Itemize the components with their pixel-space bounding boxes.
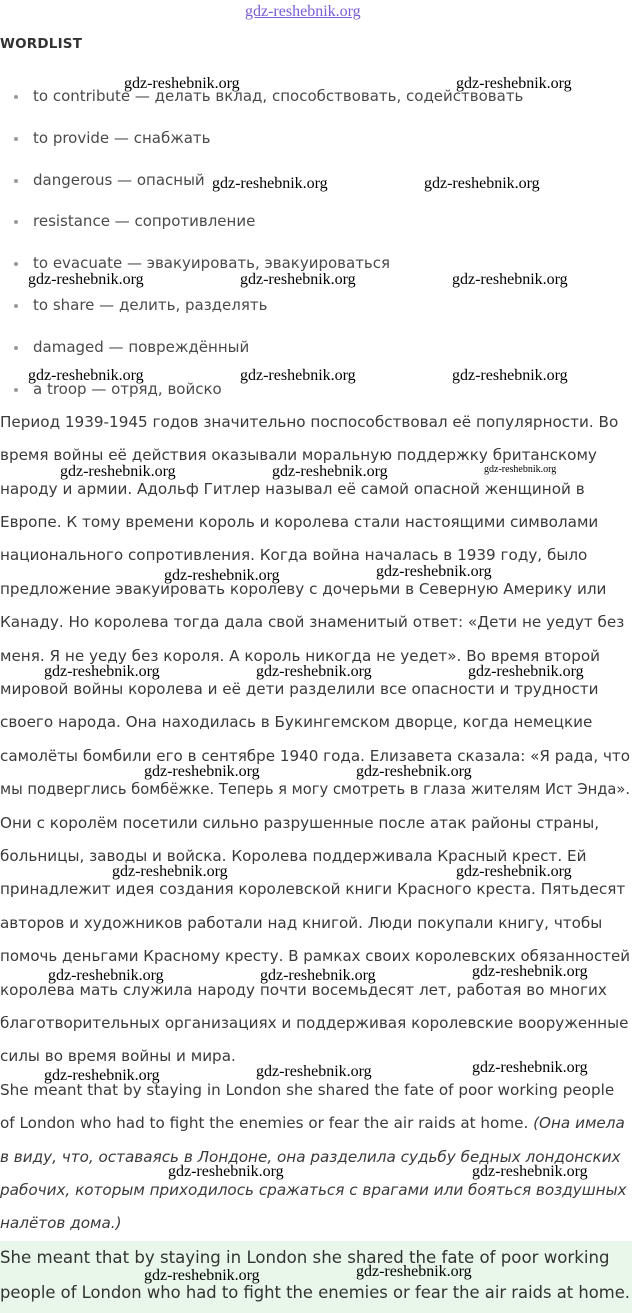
watermark: gdz-reshebnik.org xyxy=(472,1163,588,1180)
watermark: gdz-reshebnik.org xyxy=(168,1163,284,1180)
watermark: gdz-reshebnik.org xyxy=(376,563,492,580)
watermark: gdz-reshebnik.org xyxy=(48,967,164,984)
answer-translation-line: в виду, что, оставаясь в Лондоне, она разделила судьбу бедных лондонских xyxy=(0,1148,621,1166)
paragraph-line: помочь деньгами Красному кресту. В рамках своих королевских обязанностей xyxy=(0,947,630,965)
watermark: gdz-reshebnik.org xyxy=(256,663,372,680)
answer-line: She meant that by staying in London she shared the fate of poor working people xyxy=(0,1081,615,1099)
watermark: gdz-reshebnik.org xyxy=(452,271,568,288)
bullet-icon xyxy=(14,95,18,99)
watermark: gdz-reshebnik.org xyxy=(452,367,568,384)
paragraph-line: предложение эвакуировать королеву с дочерьми в Северную Америку или xyxy=(0,580,607,598)
answer-line xyxy=(0,1114,625,1132)
watermark: gdz-reshebnik.org xyxy=(468,663,584,680)
paragraph-line: мировой войны королева и её дети разделили все опасности и трудности xyxy=(0,680,599,698)
answer-translation-line: налётов дома.) xyxy=(0,1214,122,1232)
bullet-icon xyxy=(14,304,18,308)
bullet-icon xyxy=(14,179,18,183)
watermark: gdz-reshebnik.org xyxy=(28,367,144,384)
watermark: gdz-reshebnik.org xyxy=(272,463,388,480)
watermark: gdz-reshebnik.org xyxy=(144,763,260,780)
watermark: gdz-reshebnik.org xyxy=(456,75,572,92)
paragraph-line: своего народа. Она находилась в Букингемском дворце, когда немецкие xyxy=(0,713,593,731)
watermark: gdz-reshebnik.org xyxy=(484,464,557,475)
bullet-icon xyxy=(14,262,18,266)
highlighted-answer-line: people of London who had to fight the enemies or fear the air raids at home. xyxy=(0,1283,630,1302)
paragraph-line: Канаду. Но королева тогда дала свой знаменитый ответ: «Дети не уедут без xyxy=(0,613,625,631)
watermark: gdz-reshebnik.org xyxy=(240,271,356,288)
watermark: gdz-reshebnik.org xyxy=(60,463,176,480)
site-watermark-link[interactable]: gdz-reshebnik.org xyxy=(245,3,361,20)
watermark: gdz-reshebnik.org xyxy=(28,271,144,288)
watermark: gdz-reshebnik.org xyxy=(356,763,472,780)
watermark: gdz-reshebnik.org xyxy=(472,1059,588,1076)
watermark: gdz-reshebnik.org xyxy=(472,963,588,980)
paragraph-line: народу и армии. Адольф Гитлер называл её самой опасной женщиной в xyxy=(0,480,585,498)
bullet-icon xyxy=(14,137,18,141)
bullet-icon xyxy=(14,346,18,350)
paragraph-line: самолёты бомбили его в сентябре 1940 года. Елизавета сказала: «Я рада, что xyxy=(0,747,630,765)
watermark: gdz-reshebnik.org xyxy=(44,1067,160,1084)
paragraph-line: мы подверглись бомбёжке. Теперь я могу смотреть в глаза жителям Ист Энда». xyxy=(0,780,631,798)
watermark: gdz-reshebnik.org xyxy=(260,967,376,984)
paragraph-line: королева мать служила народу почти восемьдесят лет, работая во многих xyxy=(0,981,607,999)
watermark: gdz-reshebnik.org xyxy=(144,1267,260,1284)
watermark: gdz-reshebnik.org xyxy=(456,863,572,880)
paragraph-line: Они с королём посетили сильно разрушенные после атак районы страны, xyxy=(0,814,600,832)
paragraph-line: Период 1939-1945 годов значительно поспособствовал её популярности. Во xyxy=(0,413,619,431)
wordlist-heading: WORDLIST xyxy=(0,36,83,52)
paragraph-line: благотворительных организациях и поддерживая королевские вооруженные xyxy=(0,1014,629,1032)
paragraph-line: меня. Я не уеду без короля. А король никогда не уедет». Во время второй xyxy=(0,647,601,665)
paragraph-line: национального сопротивления. Когда война началась в 1939 году, было xyxy=(0,546,588,564)
paragraph-line: принадлежит идея создания королевской книги Красного креста. Пятьдесят xyxy=(0,880,626,898)
paragraph-line: Европе. К тому времени король и королева стали настоящими символами xyxy=(0,513,599,531)
paragraph-line: время войны её действия оказывали моральную поддержку британскому xyxy=(0,446,597,464)
watermark: gdz-reshebnik.org xyxy=(240,367,356,384)
highlighted-answer-box xyxy=(0,1241,632,1313)
bullet-icon xyxy=(14,388,18,392)
watermark: gdz-reshebnik.org xyxy=(424,175,540,192)
answer-text: of London who had to fight the enemies or fear the air raids at home. xyxy=(0,1114,529,1132)
watermark: gdz-reshebnik.org xyxy=(44,663,160,680)
answer-translation-line: рабочих, которым приходилось сражаться с врагами или бояться воздушных xyxy=(0,1181,627,1199)
watermark: gdz-reshebnik.org xyxy=(124,75,240,92)
watermark: gdz-reshebnik.org xyxy=(112,863,228,880)
watermark: gdz-reshebnik.org xyxy=(164,567,280,584)
paragraph-line: больницы, заводы и войска. Королева поддерживала Красный крест. Ей xyxy=(0,847,587,865)
paragraph-line: авторов и художников работали над книгой. Люди покупали книгу, чтобы xyxy=(0,914,603,932)
bullet-icon xyxy=(14,220,18,224)
paragraph-line: силы во время войны и мира. xyxy=(0,1047,236,1065)
highlighted-answer-line: She meant that by staying in London she shared the fate of poor working xyxy=(0,1248,610,1267)
watermark: gdz-reshebnik.org xyxy=(256,1063,372,1080)
answer-translation: (Она имела xyxy=(533,1114,625,1132)
watermark: gdz-reshebnik.org xyxy=(356,1263,472,1280)
watermark: gdz-reshebnik.org xyxy=(212,175,328,192)
